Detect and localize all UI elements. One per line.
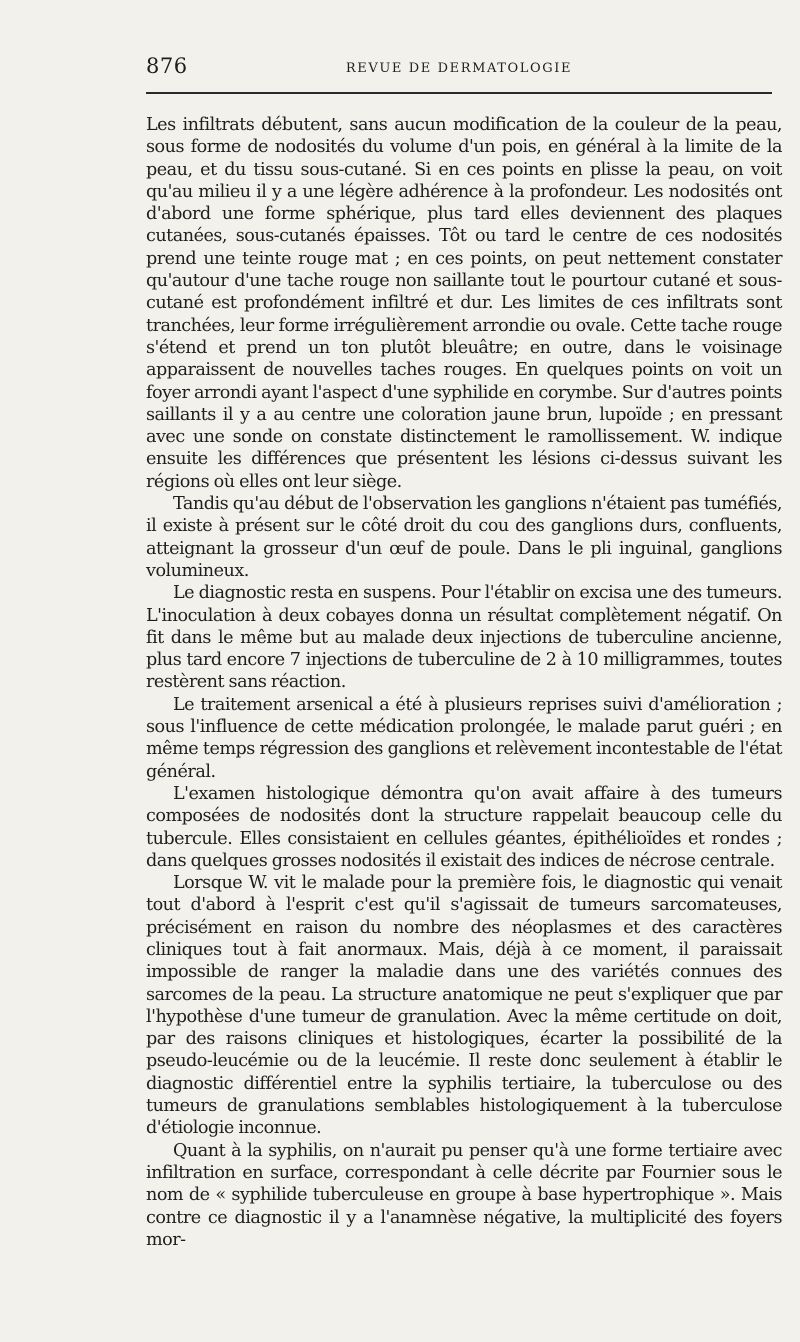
paragraph: L'examen histologique démontra qu'on avait affaire à des tumeurs composées de nodosités dont la structure rappelait beaucoup celle du tubercule. Elles consistaient en cellules géantes, épithélioïdes et rondes ; dans quelques grosses nodosités il existait des indices de nécrose centrale. [146,783,782,871]
page-header [146,54,772,84]
page-number: 876 [146,54,188,78]
paragraph: Lorsque W. vit le malade pour la première fois, le diagnostic qui venait tout d'abord à l'esprit c'est qu'il s'agissait de tumeurs sarcomateuses, précisément en raison du nombre des néoplasmes et des caractères cliniques tout à fait anormaux. Mais, déjà à ce moment, il paraissait impossible de ranger la maladie dans une des variétés connues des sarcomes de la peau. La structure anatomique ne peut s'expliquer que par l'hypothèse d'une tumeur de granulation. Avec la même certitude on doit, par des raisons cliniques et histologiques, écarter la possibilité de la pseudo-leucémie ou de la leucémie. Il reste donc seulement à établir le diagnostic différentiel entre la syphilis tertiaire, la tuberculose ou des tumeurs de granulations semblables histologiquement à la tuberculose d'étiologie inconnue. [146,873,782,1139]
paragraph: Le traitement arsenical a été à plusieurs reprises suivi d'amélioration ; sous l'influence de cette médication prolongée, le malade parut guéri ; en même temps régression des ganglions et relèvement incontestable de l'état général. [146,694,782,782]
paragraph: Les infiltrats débutent, sans aucun modification de la couleur de la peau, sous forme de nodosités du volume d'un pois, en général à la limite de la peau, et du tissu sous-cutané. Si en ces points en plisse la peau, on voit qu'au milieu il y a une légère adhérence à la profondeur. Les nodosités ont d'abord une forme sphérique, plus tard elles deviennent des plaques cutanées, sous-cutanés épaisses. Tôt ou tard le centre de ces nodosités prend une teinte rouge mat ; en ces points, on peut nettement constater qu'autour d'une tache rouge non saillante tout le pourtour cutané et sous-cutané est profondément infiltré et dur. Les limites de ces infiltrats sont tranchées, leur forme irrégulièrement arrondie ou ovale. Cette tache rouge s'étend et prend un ton plutôt bleuâtre; en outre, dans le voisinage apparaissent de nouvelles taches rouges. En quelques points on voit un foyer arrondi ayant l'aspect d'une syphilide en corymbe. Sur d'autres points saillants il y a au centre une coloration jaune brun, lupoïde ; en pressant avec une sonde on constate distinctement le ramollissement. W. indique ensuite les différences que présentent les lésions ci-dessus suivant les régions où elles ont leur siège. [146,115,782,492]
header-rule [146,92,772,94]
paragraph: Tandis qu'au début de l'observation les ganglions n'étaient pas tuméfiés, il existe à présent sur le côté droit du cou des ganglions durs, confluents, atteignant la grosseur d'un œuf de poule. Dans le pli inguinal, ganglions volumineux. [146,494,782,581]
body-text [146,114,782,1251]
paragraph: Quant à la syphilis, on n'aurait pu penser qu'à une forme tertiaire avec infiltration en surface, correspondant à celle décrite par Fournier sous le nom de « syphilide tuberculeuse en groupe à base hypertrophique ». Mais contre ce diagnostic il y a l'anamnèse négative, la multiplicité des foyers mor- [146,1140,782,1250]
paragraph: Le diagnostic resta en suspens. Pour l'établir on excisa une des tumeurs. L'inoculation à deux cobayes donna un résultat complètement négatif. On fit dans le même but au malade deux injections de tuberculine ancienne, plus tard encore 7 injections de tuberculine de 2 à 10 milligrammes, toutes restèrent sans réaction. [146,583,782,693]
running-title: REVUE DE DERMATOLOGIE [345,61,573,76]
